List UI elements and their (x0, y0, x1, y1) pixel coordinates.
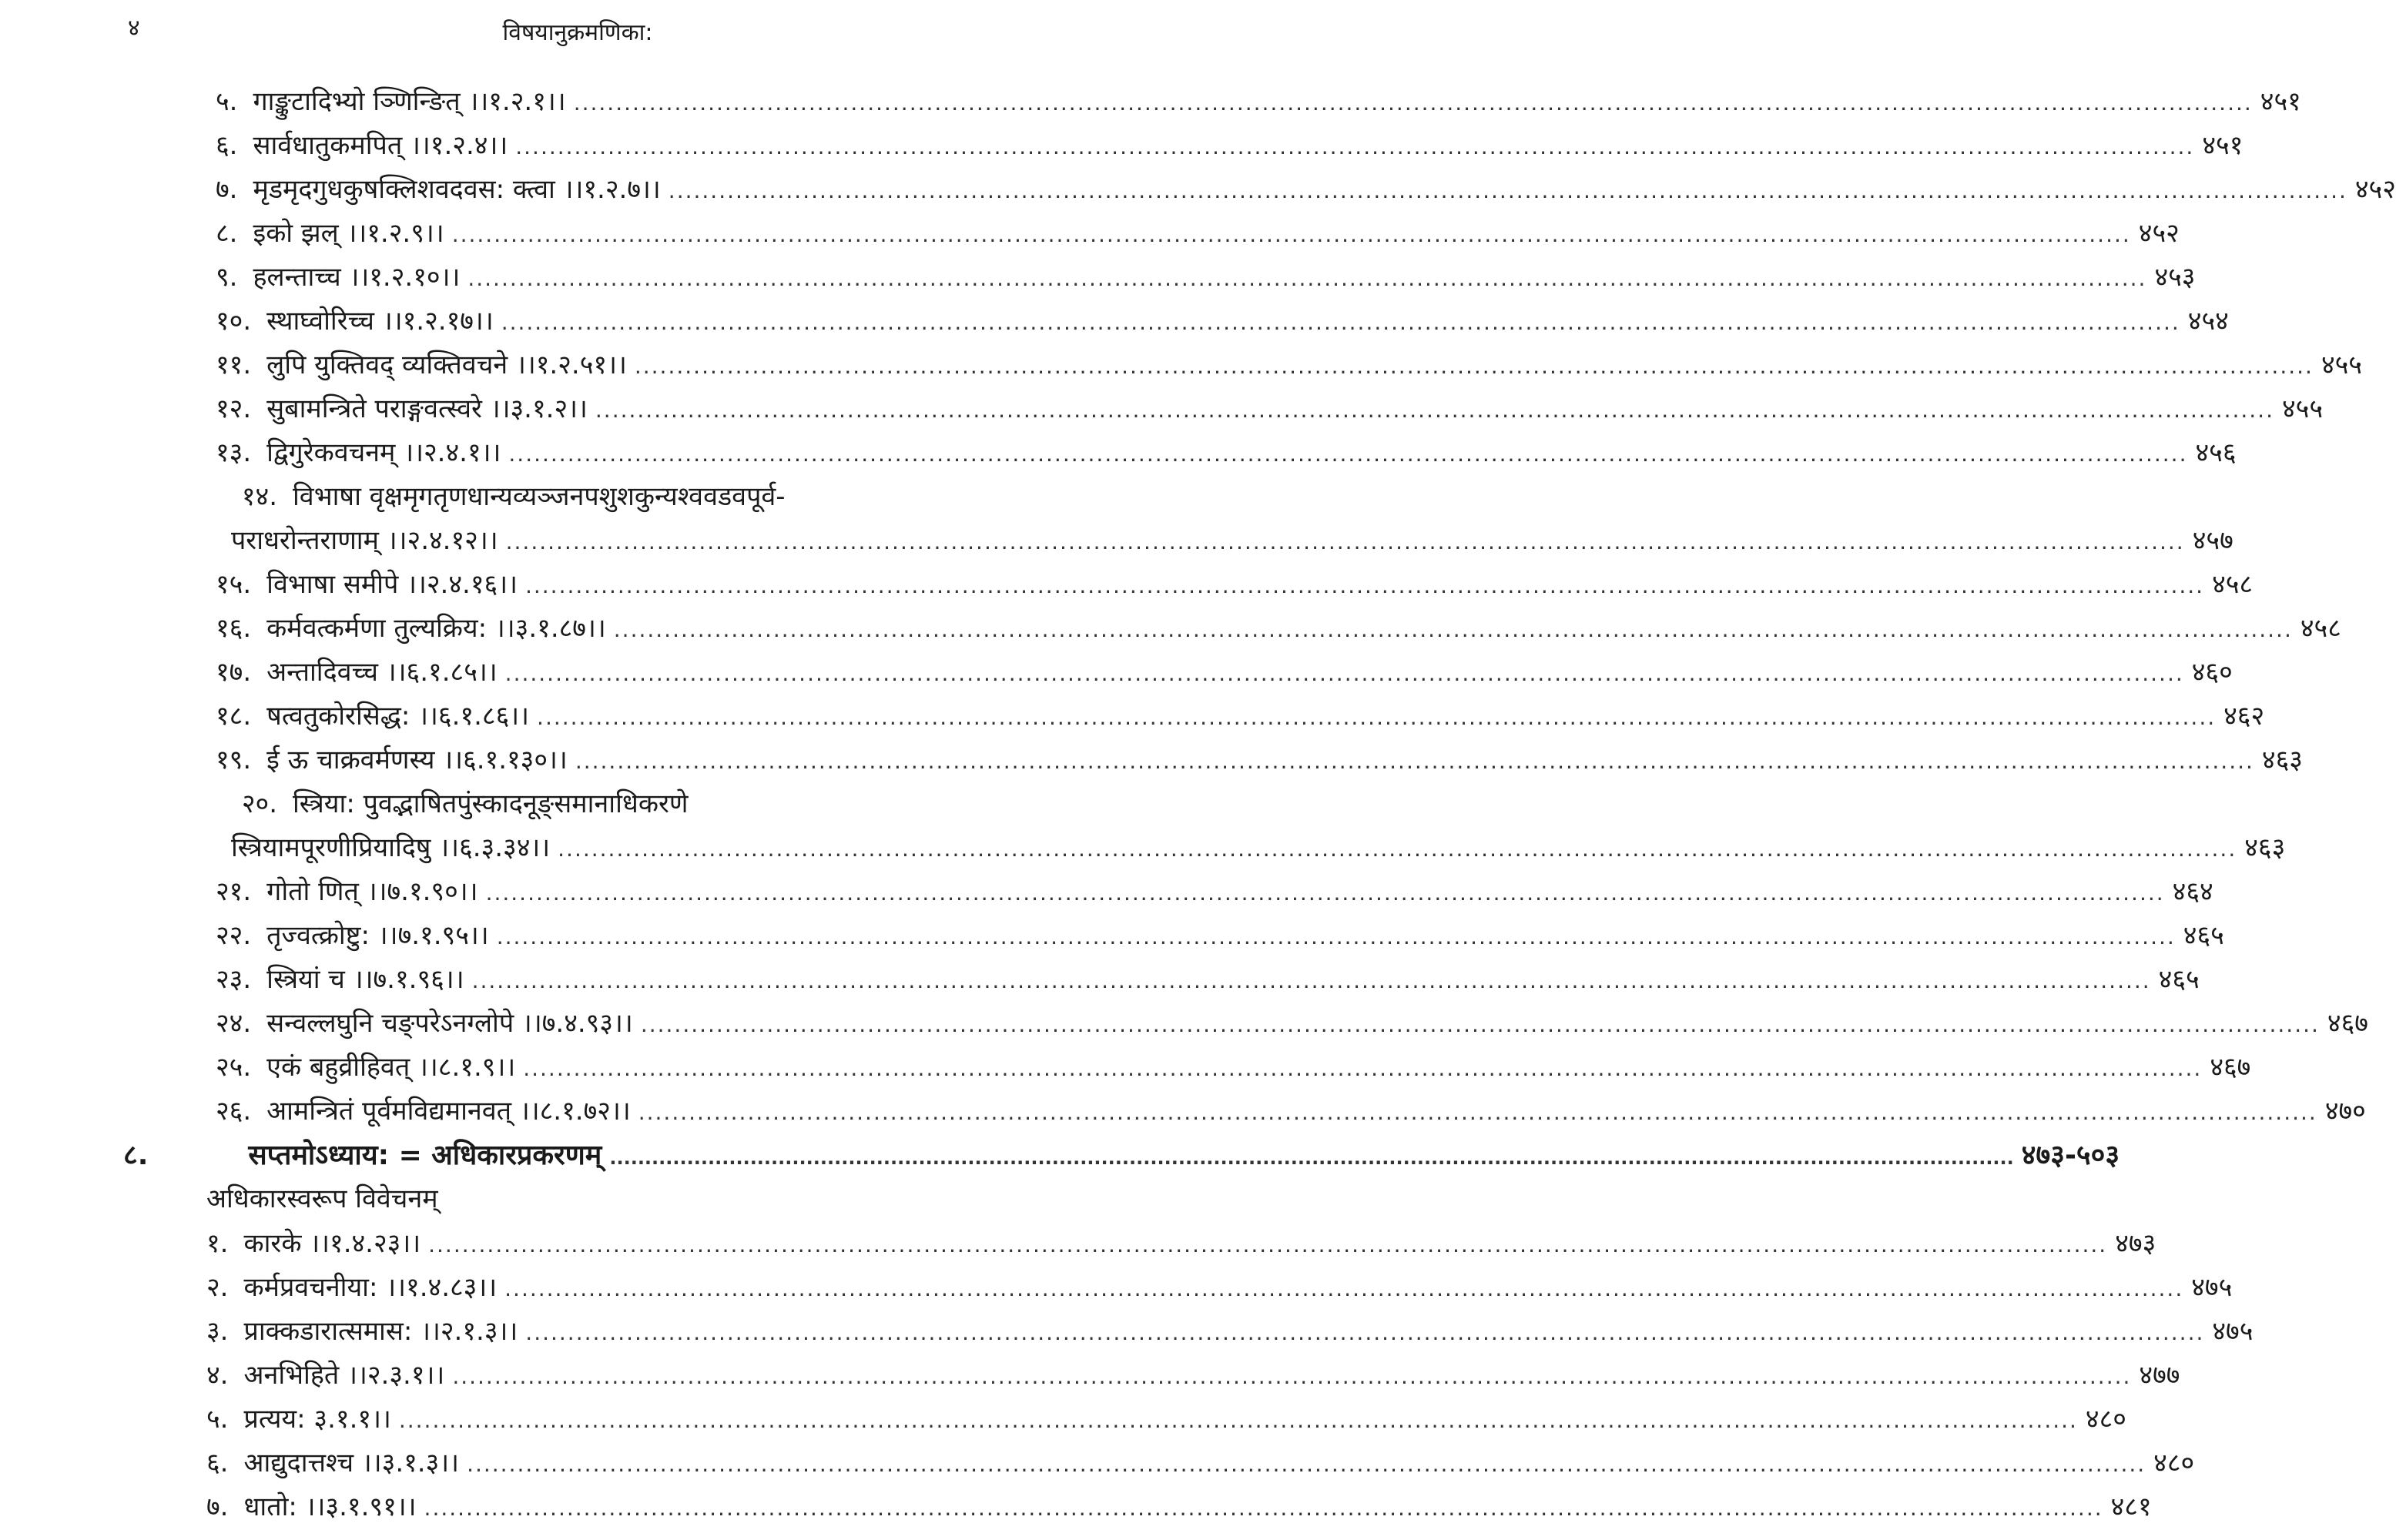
dot-leader: ........................................................................................................................................................................................................ (537, 705, 2217, 730)
entry-page-number: ४५८ (2300, 613, 2341, 644)
entry-title: इको झल् ।।१.२.९।। (253, 218, 444, 249)
entry-page-number: ४५४ (2187, 306, 2229, 336)
toc-entry (206, 1398, 2126, 1440)
toc-entry (216, 1003, 2368, 1044)
entry-page-number: ४७० (2324, 1096, 2366, 1127)
entry-number: १९. (216, 745, 252, 775)
entry-title: प्राक्कडारात्समास: ।।२.१.३।। (243, 1316, 518, 1347)
page-running-head: विषयानुक्रमणिका: (502, 19, 653, 46)
toc-entry (216, 695, 2265, 737)
entry-page-number: ४६३ (2261, 745, 2303, 775)
entry-title: मृडमृदगुधकुषक्लिशवदवस: क्त्वा ।।१.२.७।। (253, 174, 661, 205)
page-number: ४ (128, 15, 140, 42)
toc-entry (216, 871, 2213, 912)
entry-page-number: ४६२ (2223, 701, 2265, 732)
dot-leader: ........................................................................................................................................................................................................ (398, 1408, 2078, 1433)
entry-title: कर्मप्रवचनीया: ।।१.४.८३।। (243, 1272, 498, 1303)
dot-leader: ........................................................................................................................................................................................................ (451, 222, 2131, 247)
entry-page-number: ४५६ (2195, 437, 2237, 468)
entry-number: १५. (216, 569, 252, 600)
toc-entry (216, 520, 2233, 561)
entry-number: १८. (216, 701, 252, 732)
toc-entry (216, 169, 2396, 210)
toc-entry (216, 388, 2324, 430)
toc-entry (216, 783, 972, 825)
entry-page-number: ४५१ (2202, 130, 2244, 161)
toc-entry (216, 564, 2254, 605)
dot-leader: ........................................................................................................................................................................................................ (485, 880, 2165, 906)
entry-title: लुपि युक्तिवद् व्यक्तिवचने ।।१.२.५१।। (266, 350, 627, 380)
entry-page-number: ४६३ (2244, 832, 2286, 863)
dot-leader: ........................................................................................................................................................................................................ (525, 1320, 2205, 1345)
entry-number: ५. (216, 86, 238, 117)
dot-leader: ........................................................................................................................................................................................................ (424, 1495, 2103, 1521)
entry-title: एकं बहुव्रीहिवत् ।।८.१.९।। (266, 1052, 516, 1083)
entry-number: ८. (123, 1140, 149, 1171)
entry-page-number: ४७५ (2191, 1272, 2233, 1303)
entry-number: ६. (216, 130, 238, 161)
dot-leader: ........................................................................................................................................................................................................ (523, 1056, 2203, 1081)
entry-number: २. (206, 1272, 229, 1303)
toc-entry (216, 608, 2341, 649)
toc-entry (216, 651, 2233, 693)
entry-page-number: ४६० (2191, 657, 2233, 688)
entry-title: हलन्ताच्च ।।१.२.१०।। (253, 262, 461, 293)
dot-leader: ........................................................................................................................................................................................................ (504, 661, 2184, 686)
toc-entry (216, 213, 2180, 254)
toc-entry (216, 1046, 2251, 1088)
dot-leader: ........................................................................................................................................................................................................ (515, 134, 2195, 159)
dot-leader: ........................................................................................................................................................................................................ (668, 178, 2347, 203)
entry-title: तृज्वत्क्रोष्टु: ।।७.१.९५।। (266, 920, 489, 951)
dot-leader: ........................................................................................................................................................................................................ (638, 1100, 2317, 1125)
entry-number: २५. (216, 1052, 252, 1083)
entry-title: सार्वधातुकमपित् ।।१.२.४।। (253, 130, 508, 161)
entry-title: ई ऊ चाक्रवर्मणस्य ।।६.१.१३०।। (266, 745, 568, 775)
entry-title: स्त्रियामपूरणीप्रियादिषु ।।६.३.३४।। (231, 832, 551, 863)
entry-title: कर्मवत्कर्मणा तुल्यक्रिय: ।।३.१.८७।। (266, 613, 606, 644)
toc-entry (206, 1486, 2152, 1528)
entry-page-number: ४७३-५०३ (2021, 1140, 2120, 1171)
entry-page-number: ४५७ (2192, 525, 2233, 556)
toc-entry (216, 81, 2301, 122)
dot-leader: ........................................................................................................................................................................................................ (575, 748, 2254, 774)
entry-title: सुबामन्त्रिते पराङ्गवत्स्वरे ।।३.१.२।। (266, 393, 588, 424)
entry-page-number: ४५२ (2138, 218, 2180, 249)
entry-number: ६. (206, 1448, 229, 1478)
entry-page-number: ४६५ (2183, 920, 2224, 951)
entry-title: स्त्रियां च ।।७.१.९६।। (266, 964, 464, 995)
entry-number: २४. (216, 1008, 252, 1039)
entry-page-number: ४६५ (2158, 964, 2200, 995)
dot-leader: ........................................................................................................................................................................................................ (505, 529, 2185, 554)
toc-entry (206, 1311, 2254, 1352)
entry-number: ५. (206, 1404, 229, 1435)
toc-entry (216, 300, 2229, 342)
entry-title: आद्युदात्तश्च ।।३.१.३।। (243, 1448, 460, 1478)
entry-title: गाङ्कुटादिभ्यो ञ्णिन्ङित् ।।१.२.१।। (253, 86, 566, 117)
entry-number: २६. (216, 1096, 252, 1127)
dot-leader: ........................................................................................................................................................................................................ (496, 924, 2176, 949)
entry-page-number: ४५२ (2354, 174, 2396, 205)
entry-page-number: ४७७ (2139, 1360, 2180, 1391)
entry-title: विभाषा समीपे ।।२.४.१६।। (266, 569, 518, 600)
section-subheading: अधिकारस्वरूप विवेचनम् (206, 1183, 438, 1214)
dot-leader: ........................................................................................................................................................................................................ (452, 1364, 2132, 1389)
entry-number: १७. (216, 657, 252, 688)
entry-page-number: ४५१ (2260, 86, 2301, 117)
dot-leader: ........................................................................................................................................................................................................ (504, 1276, 2184, 1301)
entry-title: प्रत्यय: ३.१.१।। (243, 1404, 391, 1435)
entry-title: पराधरोन्तराणाम् ।।२.४.१२।। (231, 525, 498, 556)
entry-title: अनभिहिते ।।२.३.१।। (243, 1360, 445, 1391)
entry-number: १२. (216, 393, 252, 424)
entry-title: स्थाघ्वोरिच्च ।।१.२.१७।। (266, 306, 494, 336)
dot-leader: ........................................................................................................................................................................................................ (524, 573, 2205, 598)
dot-leader: ........................................................................................................................................................................................................ (573, 90, 2253, 116)
entry-page-number: ४५५ (2321, 350, 2362, 380)
entry-page-number: ४८० (2085, 1404, 2126, 1435)
entry-title: स्त्रिया: पुवद्भाषितपुंस्कादनूङ्समानाधिकरणे (293, 788, 689, 819)
dot-leader: ........................................................................................................................................................................................................ (467, 1451, 2146, 1477)
toc-entry (216, 344, 2362, 386)
entry-title: सन्वल्लघुनि चङ्परेऽनग्लोपे ।।७.४.९३।। (266, 1008, 633, 1039)
entry-title: षत्वतुकोरसिद्ध: ।।६.१.८६।। (266, 701, 530, 732)
entry-title: सप्तमोऽध्याय: = अधिकारप्रकरणम् (248, 1140, 602, 1171)
dot-leader: ........................................................................................................................................................................................................ (640, 1012, 2320, 1037)
entry-page-number: ४८० (2153, 1448, 2195, 1478)
dot-leader: ........................................................................................................................................................................................................ (558, 836, 2237, 862)
entry-page-number: ४५३ (2154, 262, 2196, 293)
entry-page-number: ४७३ (2115, 1228, 2156, 1259)
entry-title: अन्तादिवच्च ।।६.१.८५।। (266, 657, 498, 688)
toc-entry (206, 1223, 2156, 1264)
entry-title: गोतो णित् ।।७.१.९०।। (266, 876, 478, 907)
toc-entry (206, 1442, 2195, 1484)
entry-number: २०. (241, 788, 277, 819)
dot-leader: ........................................................................................................................................................................................................ (471, 968, 2151, 993)
entry-page-number: ४८१ (2110, 1491, 2152, 1522)
toc-entry (216, 739, 2303, 781)
toc-entry (216, 256, 2196, 298)
entry-number: २१. (216, 876, 252, 907)
toc-entry (206, 1354, 2180, 1396)
dot-leader: ........................................................................................................................................................................................................ (609, 1147, 2014, 1169)
entry-number: ७. (216, 174, 238, 205)
toc-entry (206, 1267, 2233, 1308)
entry-number: २३. (216, 964, 252, 995)
dot-leader: ........................................................................................................................................................................................................ (508, 441, 2188, 467)
dot-leader: ........................................................................................................................................................................................................ (634, 353, 2314, 379)
toc-entry (216, 125, 2244, 166)
entry-page-number: ४७५ (2212, 1316, 2254, 1347)
entry-page-number: ४६७ (2210, 1052, 2251, 1083)
entry-title: धातो: ।।३.१.९१।। (243, 1491, 417, 1522)
entry-number: ३. (206, 1316, 229, 1347)
entry-title: कारके ।।१.४.२३।। (243, 1228, 421, 1259)
entry-number: १३. (216, 437, 252, 468)
dot-leader: ........................................................................................................................................................................................................ (595, 397, 2274, 423)
entry-page-number: ४५५ (2281, 393, 2324, 424)
dot-leader: ........................................................................................................................................................................................................ (501, 310, 2180, 335)
entry-number: ११. (216, 350, 252, 380)
toc-entry (216, 432, 2237, 474)
entry-number: १४. (241, 481, 277, 512)
entry-page-number: ४५८ (2212, 569, 2254, 600)
entry-title: द्विगुरेकवचनम् ।।२.४.१।। (266, 437, 501, 468)
dot-leader: ........................................................................................................................................................................................................ (428, 1232, 2108, 1257)
entry-number: ४. (206, 1360, 229, 1391)
entry-number: १०. (216, 306, 252, 336)
entry-number: १. (206, 1228, 229, 1259)
toc-entry (216, 476, 972, 517)
toc-entry (216, 1090, 2366, 1132)
toc-entry (216, 827, 2286, 869)
entry-title: आमन्त्रितं पूर्वमविद्यमानवत् ।।८.१.७२।। (266, 1096, 631, 1127)
section-heading (123, 1135, 2120, 1177)
toc-entry (216, 915, 2224, 956)
entry-title: विभाषा वृक्षमृगतृणधान्यव्यञ्जनपशुशकुन्यश्ववडवपूर्व- (293, 481, 786, 512)
entry-number: २२. (216, 920, 252, 951)
entry-page-number: ४६७ (2327, 1008, 2368, 1039)
entry-number: ८. (216, 218, 238, 249)
entry-number: ९. (216, 262, 238, 293)
entry-page-number: ४६४ (2172, 876, 2213, 907)
entry-number: ७. (206, 1491, 229, 1522)
toc-entry (216, 959, 2200, 1000)
entry-number: १६. (216, 613, 252, 644)
dot-leader: ........................................................................................................................................................................................................ (613, 617, 2293, 642)
dot-leader: ........................................................................................................................................................................................................ (467, 266, 2147, 291)
